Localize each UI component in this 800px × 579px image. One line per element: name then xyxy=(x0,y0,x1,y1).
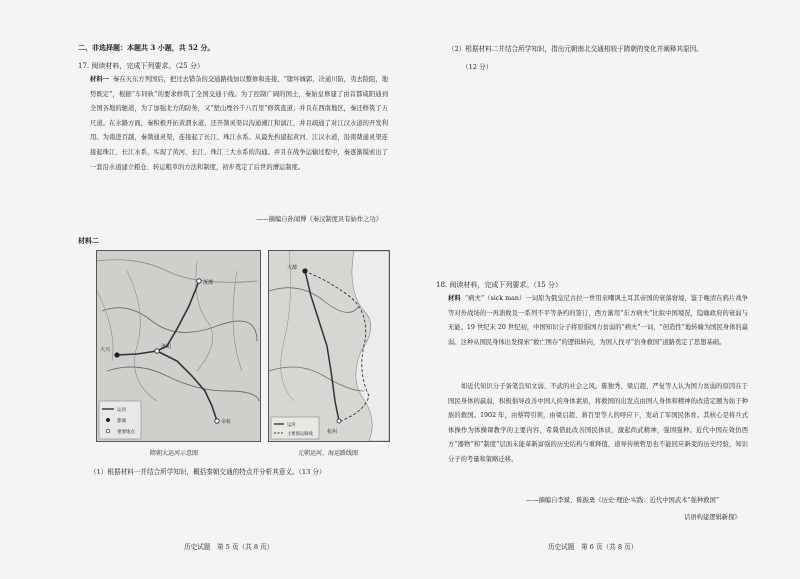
page-6-footer: 历史试题 第 6 页（共 8 页） xyxy=(548,543,638,551)
yuan-canal-map-caption: 元朝运河、海运路线图 xyxy=(298,450,359,457)
material-18-source-line-1: ——摘编自李斌、陈振勇《历史·理论·实践：近代中国武术“强种救国” xyxy=(526,497,720,504)
map2-label-hangzhou: 杭州 xyxy=(327,429,338,435)
yuan-canal-map-drawing xyxy=(269,251,389,441)
map2-label-dadu: 大都 xyxy=(287,265,298,271)
question-18-heading: 18. 阅读材料，完成下列要求。（15 分） xyxy=(436,281,562,289)
material-18-para-1-text: “病夫”（sick man）一词原为俄皇尼古拉一世用来嘲讽土耳其帝国的衰落窘境，鉴于晚清在鸦片战争等对外战场的一再溃败及一系列不平等条约的签订，西方渐用“东方病夫”比拟中国境况，隐喻政府的衰弱与无能。19 世纪末 20 世纪初，中国知识分子将原指国力贫弱的“病夫”一词，“创造性”地转喻为国民身体的羸弱。这种从国民身体出发探索“救亡图存”的逻辑转向，为国人找寻“治身救国”道路奠定了思想基础。 xyxy=(448,295,749,346)
page-5-footer: 历史试题 第 5 页（共 8 页） xyxy=(184,543,274,551)
material-2-label: 材料二 xyxy=(78,236,99,245)
material-18-para-2: 如近代知识分子备笔良知文弱、不武的社会之风。陈独秀、梁启超、严复等人认为国力贫弱的原因在于国民身体的羸弱，积极倡导改善中国人的身体素质，将救国的出发点由国人身体和精神的改造定题为始于种族的救国。1902 年，由蔡锷引领，由梁启超、蒋百里等人的呼应下，发动了军国民体育。其核心是将兵式体操作为体操课教学的主要内容，希冀借此改善国民体质，激起尚武精神，强国强种。近代中国在效仿西方“器物”和“制度”层面未能革新富强的历史结构与重释值，道导传统哲思也不能回应新变的历史经验，知识分子的考量和策略迁移。 xyxy=(448,383,748,463)
sui-canal-map-caption: 隋朝大运河示意图 xyxy=(150,450,199,457)
question-17-part-2-line-1: （2）根据材料二并结合所学知识，指出元朝南北交通相较于隋朝的变化并阐释其原因。 xyxy=(448,45,703,53)
map1-legend-canal: 运河 xyxy=(117,408,126,413)
sui-canal-map-drawing xyxy=(97,251,260,441)
material-1-source: ——摘编自孙闻博《秦汉制度具有始作之功》 xyxy=(256,216,382,223)
map1-label-zhuojun: 涿郡 xyxy=(203,280,214,286)
map1-legend-place: 重要地点 xyxy=(117,430,135,435)
map2-legend-sea-route: 主要海运路线 xyxy=(287,432,313,437)
map1-label-yuhang: 余杭 xyxy=(221,419,232,425)
map2-legend-canal: 运河 xyxy=(287,423,296,428)
map1-label-luoyang: 洛阳 xyxy=(161,344,172,350)
material-1 xyxy=(90,73,388,175)
sui-canal-map xyxy=(96,250,261,442)
section-title: 二、非选择题：本题共 3 小题，共 52 分。 xyxy=(78,43,215,52)
question-17-part-2-line-2: （12 分） xyxy=(462,63,493,71)
material-18-source-line-2: 话语构建逻辑新探》 xyxy=(684,514,741,521)
map1-label-daxing: 大兴 xyxy=(100,347,111,353)
map1-legend-capital: 都城 xyxy=(117,419,126,424)
material-18-para-1 xyxy=(448,292,748,350)
question-17-part-1: （1）根据材料一并结合所学知识，概括秦朝交通的特点并分析其意义。（13 分） xyxy=(90,468,326,476)
yuan-canal-map xyxy=(268,250,390,442)
material-1-label: 材料一 xyxy=(90,76,109,83)
question-17-heading: 17. 阅读材料，完成下列要求。（25 分） xyxy=(78,62,204,70)
right-page xyxy=(400,0,800,579)
material-18-label: 材料 xyxy=(448,295,461,302)
material-1-text: 秦在灭东方列国后，把过去错杂的交通路线加以整修和连接，“堕坏城郭，决通川防，夷去险阻，地势既定”，根据“车同轨”的要求修筑了全国交通干线。为了控制广阔的国土，秦始皇修建了由首都咸阳通到全国各地的驰道，为了加强北方的防务，又“堑山堙谷千八百里”修筑直道；并且在西南地区，秦还修筑了五尺道。在水路方面，秦积极开拓黄渭水道，还开凿灵渠以沟通湘江和漓江，并且疏通了对江汉水道的开发利用。为南进百越，秦凿通灵渠，连接起了长江、珠江水系。从最先构建起黄河、江汉水道，沿南凿通灵渠连接起珠江、长江水系，实现了黄河、长江、珠江三大水系的沟通。并且在战争运输过程中，秦逐渐摸索出了一套沿水道建立粮仓、转运粮草的方法和制度，初步奠定了后世的漕运制度。 xyxy=(90,76,388,171)
